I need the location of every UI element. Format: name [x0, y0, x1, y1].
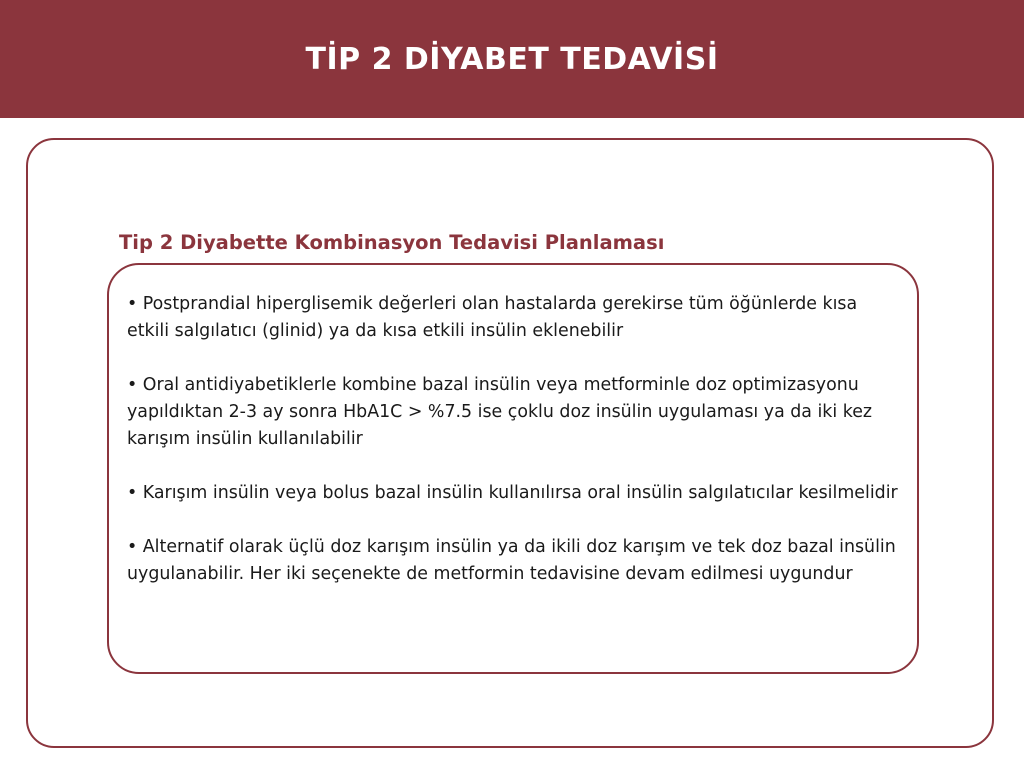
page-title: TİP 2 DİYABET TEDAVİSİ — [305, 42, 719, 77]
header-banner — [0, 0, 1024, 118]
list-item: • Postprandial hiperglisemik değerleri olan hastalarda gerekirse tüm öğünlerde kısa etkili salgılatıcı (glinid) ya da kısa etkili insülin eklenebilir — [127, 294, 858, 341]
bullet-list — [127, 291, 902, 588]
section-heading: Tip 2 Diyabette Kombinasyon Tedavisi Planlaması — [119, 231, 665, 254]
list-item: • Alternatif olarak üçlü doz karışım insülin ya da ikili doz karışım ve tek doz bazal insülin uygulanabilir. Her iki seçenekte de metformin tedavisine devam edilmesi uygundur — [127, 537, 896, 584]
list-item: • Oral antidiyabetiklerle kombine bazal insülin veya metforminle doz optimizasyonu yapıldıktan 2-3 ay sonra HbA1C > %7.5 ise çoklu doz insülin uygulaması ya da iki kez karışım insülin kullanılabilir — [127, 375, 873, 449]
list-item: • Karışım insülin veya bolus bazal insülin kullanılırsa oral insülin salgılatıcılar kesilmelidir — [127, 483, 898, 503]
